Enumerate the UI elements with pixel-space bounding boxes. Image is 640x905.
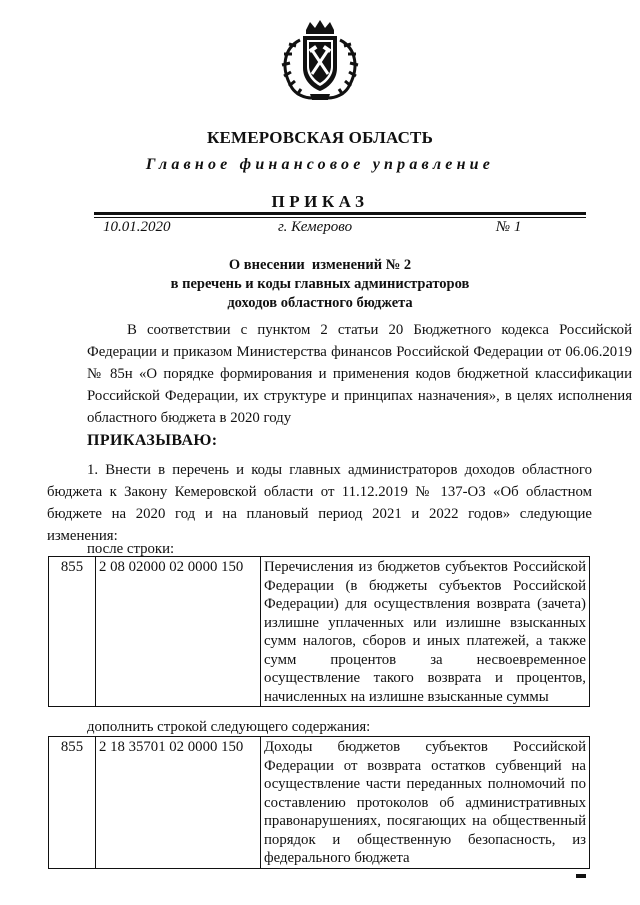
- order-city: г. Кемерово: [278, 219, 353, 235]
- admin-code-cell: 855: [49, 737, 96, 869]
- subject-line-3: доходов областного бюджета: [227, 295, 413, 311]
- after-row-label: после строки:: [87, 541, 175, 557]
- document-type: ПРИКАЗ: [271, 192, 369, 211]
- region-title: КЕМЕРОВСКАЯ ОБЛАСТЬ: [206, 128, 434, 147]
- preamble-text: В соответствии с пунктом 2 статьи 20 Бюджетного кодекса Российской Федерации и приказом Министерства финансов Российской Федерации от 06.06.2019 № 85н «О порядке формирования и применения кодов бюджетной классификации Российской Федерации, их структуре и принципах назначения», в целях исполнения областного бюджета в 2020 году: [87, 322, 632, 426]
- header-rule-thin: [94, 217, 586, 218]
- subject-line-1: О внесении изменений № 2: [228, 257, 412, 273]
- order-date: 10.01.2020: [103, 219, 171, 235]
- admin-code-cell: 855: [49, 557, 96, 707]
- order-number: № 1: [496, 219, 522, 235]
- description-cell: Доходы бюджетов субъектов Российской Федерации от возврата остатков субвенций на осуществление части переданных полномочий по составлению протоколов об административных правонарушениях, посягающих на общественный порядок и общественную безопасность, из федерального бюджета: [261, 737, 590, 869]
- order-word: ПРИКАЗЫВАЮ:: [87, 432, 218, 449]
- order-subject: [0, 256, 640, 313]
- coat-of-arms-icon: [270, 18, 370, 102]
- scan-mark: [576, 874, 586, 878]
- preamble-paragraph: [87, 319, 632, 429]
- income-code-cell: 2 18 35701 02 0000 150: [96, 737, 261, 869]
- subject-line-2: в перечень и коды главных администраторов: [170, 276, 470, 292]
- table-row: [49, 557, 590, 707]
- header-rule-thick: [94, 212, 586, 215]
- existing-row-table: [48, 556, 590, 707]
- item-1-paragraph: 1. Внести в перечень и коды главных администраторов доходов областного бюджета к Закону Кемеровской области от 11.12.2019 № 137-ОЗ «Об областном бюджете на 2020 год и на плановый период 2021 и 2022 годов» следующие изменения:: [47, 462, 592, 544]
- description-cell: Перечисления из бюджетов субъектов Российской Федерации (в бюджеты субъектов Российской Федерации) для осуществления возврата (зачета) излишне уплаченных или излишне взысканных сумм налогов, сборов и иных платежей, а также сумм процентов за несвоевременное осуществление такого возврата и процентов, начисленных на излишне взысканные суммы: [261, 557, 590, 707]
- department-name: Главное финансовое управление: [145, 156, 495, 173]
- income-code-cell: 2 08 02000 02 0000 150: [96, 557, 261, 707]
- table-row: [49, 737, 590, 869]
- new-row-table: [48, 736, 590, 869]
- add-row-label: дополнить строкой следующего содержания:: [87, 719, 371, 735]
